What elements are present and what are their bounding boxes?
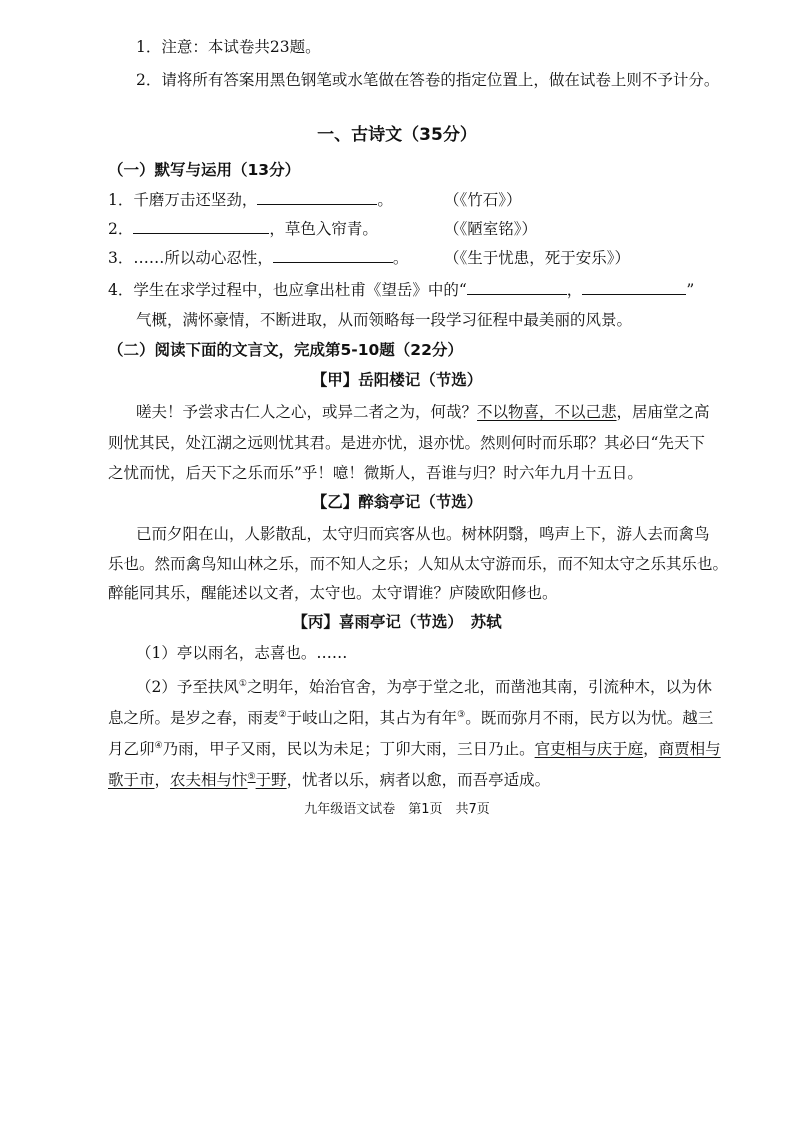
page-footer: 九年级语文试卷 第1页 共7页 (304, 802, 490, 817)
jia-line-3: 之忧而忧，后天下之乐而乐”乎！噫！微斯人，吾谁与归？时六年九月十五日。 (108, 464, 643, 482)
question-2 (108, 219, 378, 239)
bing-l2-c: 。既而弥月不雨，民方以为忧。越三 (465, 709, 714, 728)
note-1: 1．注意：本试卷共23题。 (136, 38, 321, 56)
text-yi-title: 【乙】醉翁亭记（节选） (311, 493, 483, 511)
bing-l1-a: （2）予至扶风 (136, 678, 239, 697)
jia-l1-a: 嗟夫！予尝求古仁人之心，或异二者之为，何哉？ (136, 403, 478, 421)
jia-underlined-phrase: 不以物喜，不以己悲 (477, 403, 617, 421)
bing-p2-line-3 (108, 736, 721, 759)
bing-l2-a: 息之所。是岁之春，雨麦 (108, 709, 279, 728)
section-title: 一、古诗文（35分） (317, 125, 477, 145)
bing-underlined-phrase-3a: 农夫相与忭 (170, 771, 248, 790)
yi-line-2: 乐也。然而禽鸟知山林之乐，而不知人之乐；人知从太守游而乐，而不知太守之乐其乐也。 (108, 555, 729, 573)
q2-prefix: 2． (108, 220, 134, 238)
bing-underlined-phrase-2b: 歌于市 (108, 771, 155, 790)
q1-prefix: 1．千磨万击还坚劲， (108, 191, 258, 209)
q1-suffix: 。 (377, 191, 393, 209)
q1-source: （《竹石》） (444, 191, 522, 209)
jia-l1-b: ，居庙堂之高 (616, 403, 710, 421)
q4-line-2: 气概，满怀豪情，不断进取，从而领略每一段学习征程中最美丽的风景。 (136, 311, 633, 329)
footnote-marker-5: ⑤ (247, 772, 256, 782)
bing-l4-a: ， (154, 771, 171, 790)
yi-line-3: 醉能同其乐，醒能述以文者，太守也。太守谓谁？庐陵欧阳修也。 (108, 584, 558, 602)
bing-p2-line-4 (108, 767, 550, 790)
yi-line-1: 已而夕阳在山，人影散乱，太守归而宾客从也。树林阴翳，鸣声上下，游人去而禽鸟 (136, 525, 710, 543)
q3-answer-blank (273, 248, 393, 263)
q4-answer-blank-2 (582, 280, 686, 295)
q4-end: ” (686, 281, 695, 299)
footnote-marker-1: ① (238, 679, 247, 689)
bing-underlined-phrase-2a: 商贾相与 (658, 740, 721, 759)
text-bing-title: 【丙】喜雨亭记（节选） 苏轼 (292, 613, 502, 631)
jia-line-1 (136, 402, 710, 422)
bing-l2-b: 于岐山之阳，其占为有年 (286, 709, 458, 728)
footnote-marker-4: ④ (154, 741, 163, 751)
jia-line-2: 则忧其民，处江湖之远则忧其君。是进亦忧，退亦忧。然则何时而乐耶？其必曰“先天下 (108, 434, 705, 452)
q2-answer-blank (133, 219, 269, 234)
bing-l1-b: 之明年，始治官舍，为亭于堂之北，而凿池其南，引流种木，以为休 (246, 678, 712, 697)
bing-l4-b: ，忧者以乐，病者以愈，而吾亭适成。 (286, 771, 551, 790)
bing-p2-line-2 (108, 705, 713, 728)
bing-l3-c: ， (643, 740, 659, 759)
q3-source: （《生于忧患，死于安乐》） (444, 249, 631, 267)
part1-heading: （一）默写与运用（13分） (108, 161, 301, 179)
footnote-marker-3: ③ (457, 710, 466, 720)
q4-prefix: 4．学生在求学过程中，也应拿出杜甫《望岳》中的“ (108, 281, 467, 299)
text-jia-title: 【甲】岳阳楼记（节选） (311, 371, 483, 389)
note-2: 2．请将所有答案用黑色钢笔或水笔做在答卷的指定位置上，做在试卷上则不予计分。 (136, 71, 720, 89)
bing-l3-a: 月乙卯 (108, 740, 155, 759)
q1-answer-blank (257, 190, 377, 205)
question-1 (108, 190, 393, 210)
q3-suffix: 。 (392, 249, 409, 267)
q4-answer-blank-1 (467, 280, 567, 295)
question-3 (108, 248, 408, 268)
bing-p2-line-1 (136, 674, 712, 697)
q3-prefix: 3．……所以动心忍性， (108, 249, 273, 267)
bing-paragraph-1: （1）亭以雨名，志喜也。…… (136, 644, 348, 662)
q4-mid: ， (566, 281, 583, 299)
question-4 (108, 280, 694, 300)
bing-l3-b: 乃雨，甲子又雨，民以为未足；丁卯大雨，三日乃止。 (162, 740, 535, 759)
bing-underlined-phrase-1: 官吏相与庆于庭 (534, 740, 644, 759)
footnote-marker-2: ② (278, 710, 287, 720)
bing-underlined-phrase-3b: 于野 (255, 771, 287, 790)
q2-source: （《陋室铭》） (444, 220, 538, 238)
q2-suffix: ，草色入帘青。 (269, 220, 378, 238)
part2-heading: （二）阅读下面的文言文，完成第5-10题（22分） (108, 341, 463, 359)
